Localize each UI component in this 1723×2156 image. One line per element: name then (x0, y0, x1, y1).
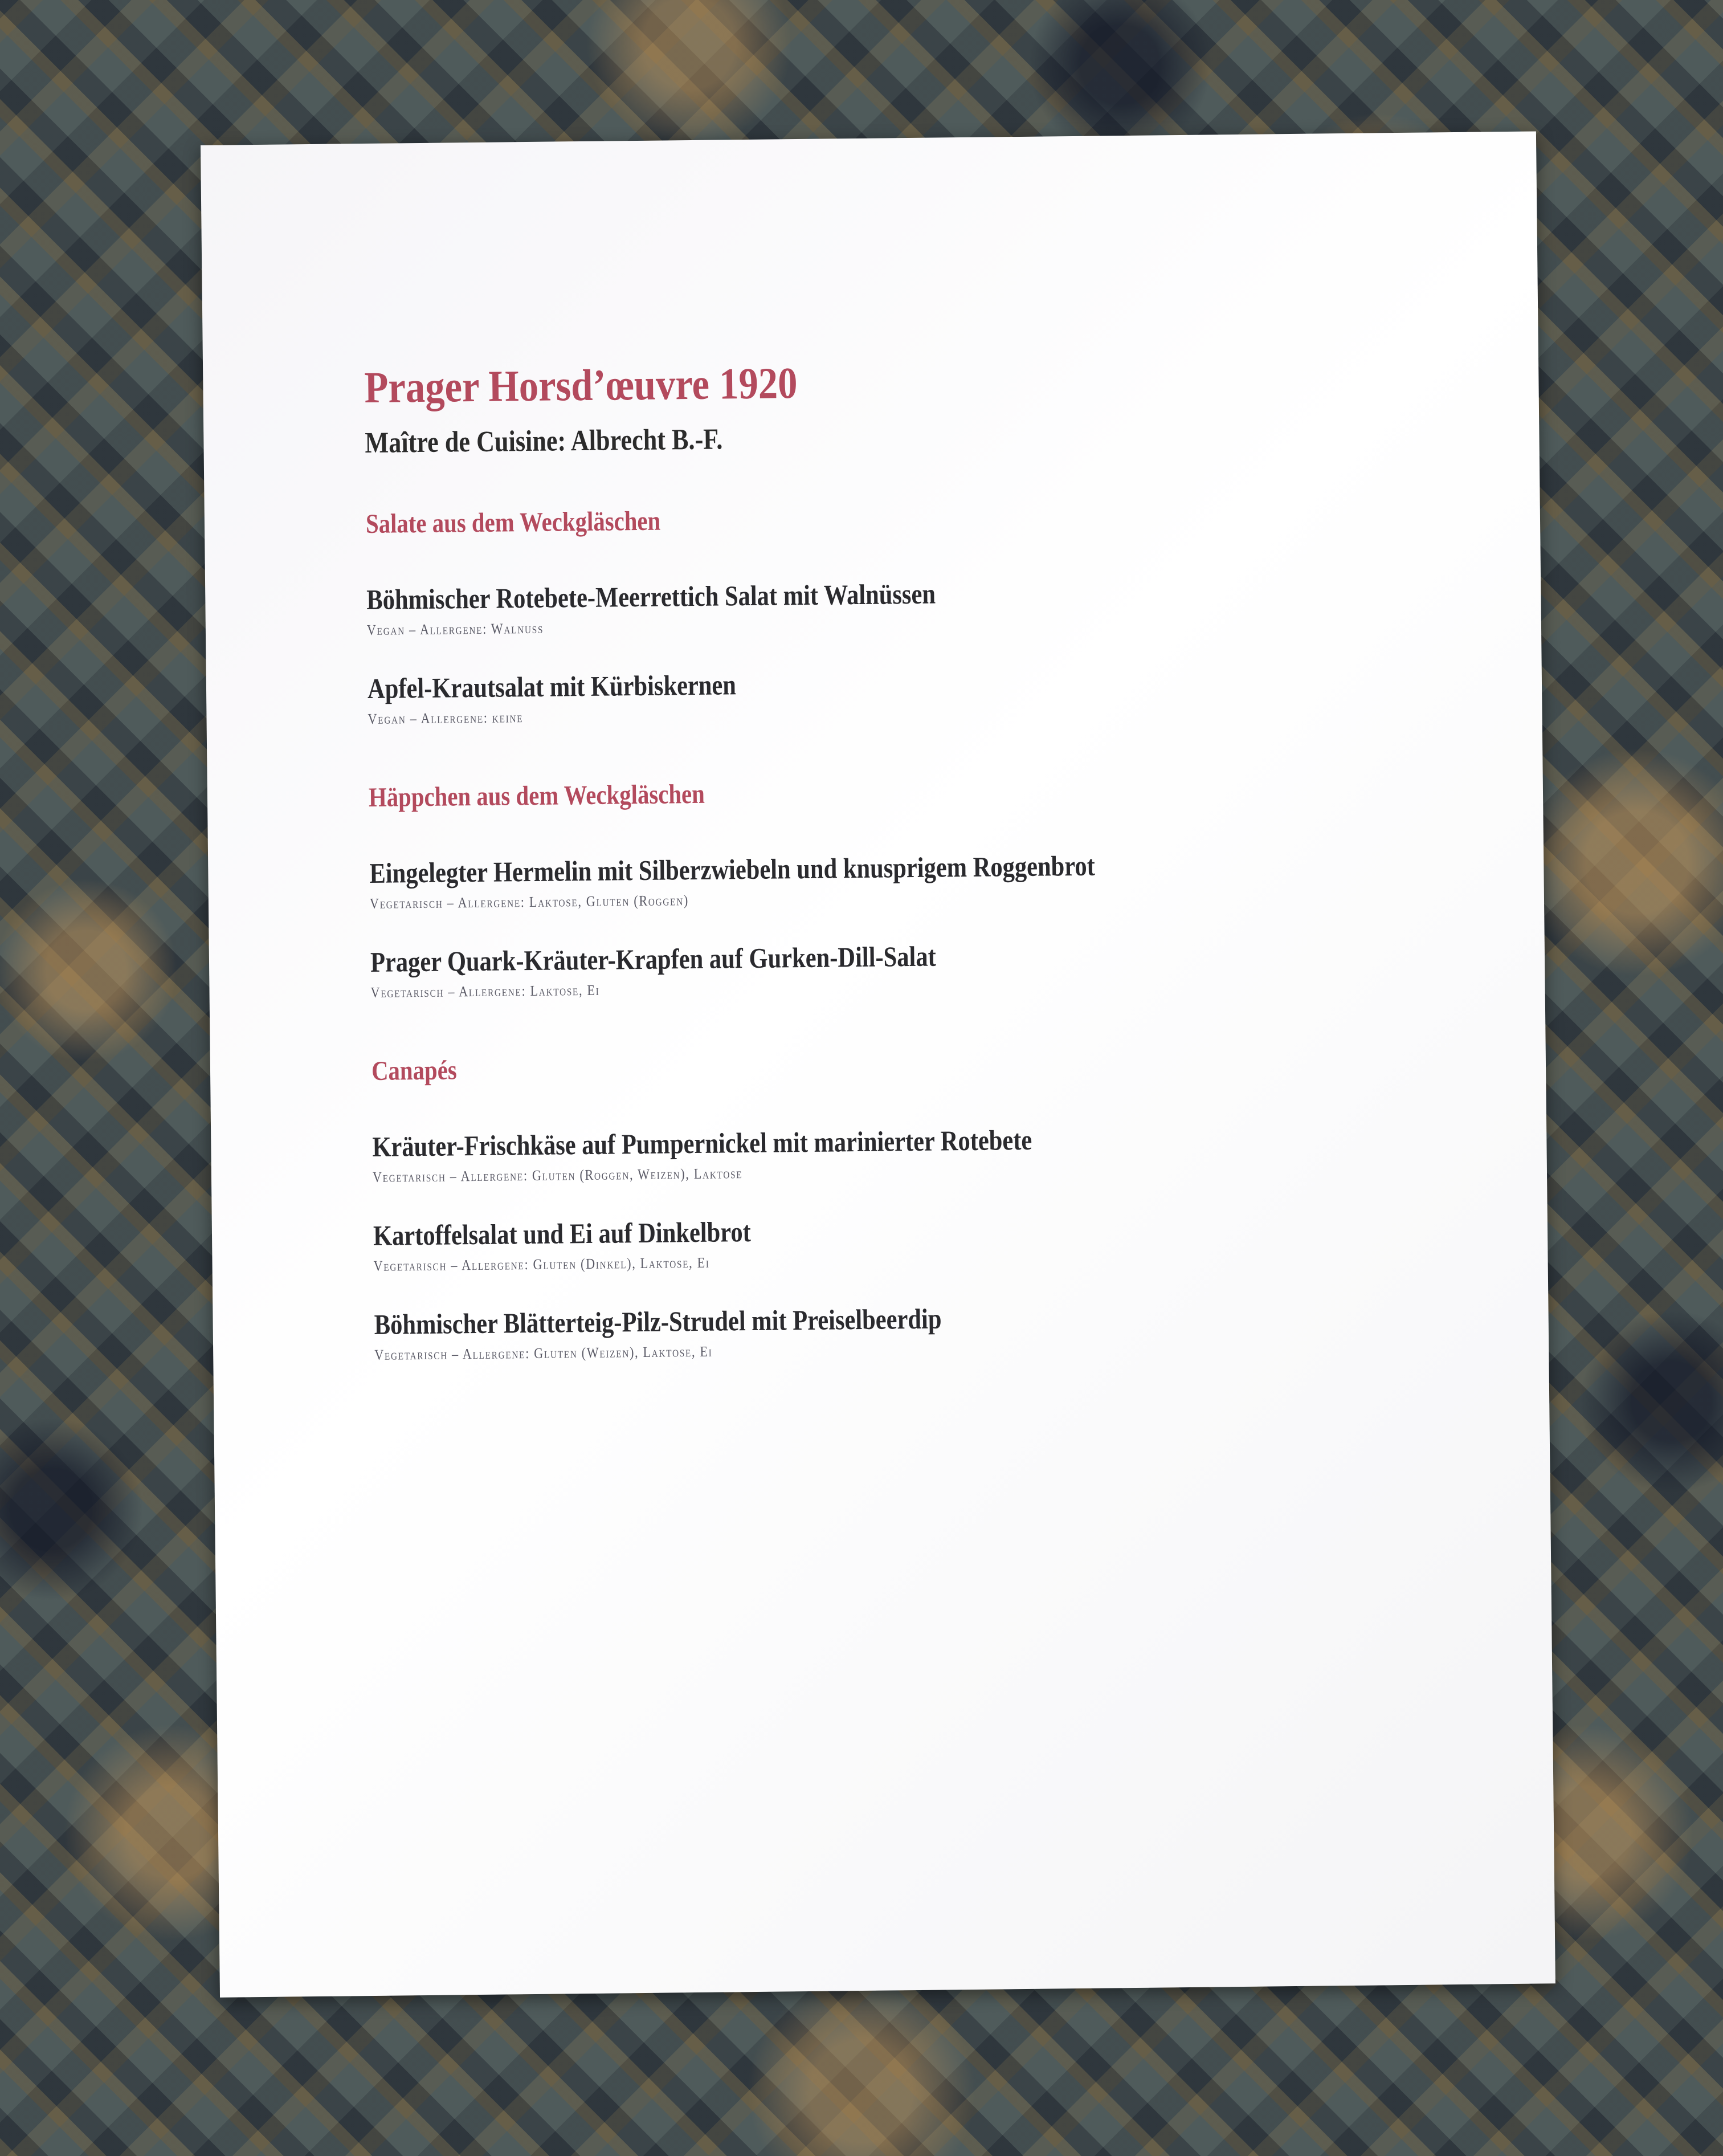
item-allergens: Vegan – Allergene: keine (368, 709, 524, 727)
menu-item (368, 660, 1451, 729)
item-allergens: Vegetarisch – Allergene: Gluten (Dinkel), Laktose, Ei (373, 1254, 710, 1274)
menu-item (369, 845, 1452, 914)
chef-line: Maître de Cuisine: Albrecht B.-F. (365, 423, 723, 460)
menu-content (364, 349, 1457, 1396)
item-name: Böhmischer Blätterteig-Pilz-Strudel mit Preiselbeerdip (374, 1302, 942, 1340)
item-name: Apfel-Krautsalat mit Kürbiskernen (367, 669, 737, 704)
menu-item (366, 571, 1450, 641)
section-title: Salate aus dem Weckgläschen (365, 506, 661, 539)
menu-item (370, 934, 1453, 1003)
item-allergens: Vegetarisch – Allergene: Laktose, Gluten (Roggen) (369, 892, 689, 912)
item-name: Prager Quark-Kräuter-Krapfen auf Gurken-Dill-Salat (370, 940, 936, 978)
item-allergens: Vegetarisch – Allergene: Gluten (Weizen), Laktose, Ei (374, 1343, 713, 1363)
menu-section-salate (366, 496, 1451, 729)
item-name: Böhmischer Rotebete-Meerrettich Salat mit Walnüssen (366, 577, 936, 616)
item-allergens: Vegetarisch – Allergene: Laktose, Ei (370, 981, 600, 1001)
item-name: Kartoffelsalat und Ei auf Dinkelbrot (373, 1215, 752, 1252)
menu-section-canapes (371, 1043, 1457, 1366)
menu-section-haeppchen (369, 769, 1453, 1003)
menu-sheet (201, 131, 1555, 1997)
item-name: Kräuter-Frischkäse auf Pumpernickel mit marinierter Rotebete (372, 1123, 1032, 1163)
section-title: Häppchen aus dem Weckgläschen (368, 779, 705, 813)
section-title: Canapés (371, 1055, 457, 1086)
menu-item (372, 1118, 1455, 1188)
menu-title: Prager Horsd’œuvre 1920 (364, 358, 798, 413)
item-name: Eingelegter Hermelin mit Silberzwiebeln und knusprigem Roggenbrot (369, 849, 1096, 889)
item-allergens: Vegetarisch – Allergene: Gluten (Roggen, Weizen), Laktose (372, 1165, 743, 1185)
menu-item (374, 1296, 1457, 1366)
menu-item (373, 1207, 1456, 1277)
item-allergens: Vegan – Allergene: Walnuss (366, 620, 544, 638)
